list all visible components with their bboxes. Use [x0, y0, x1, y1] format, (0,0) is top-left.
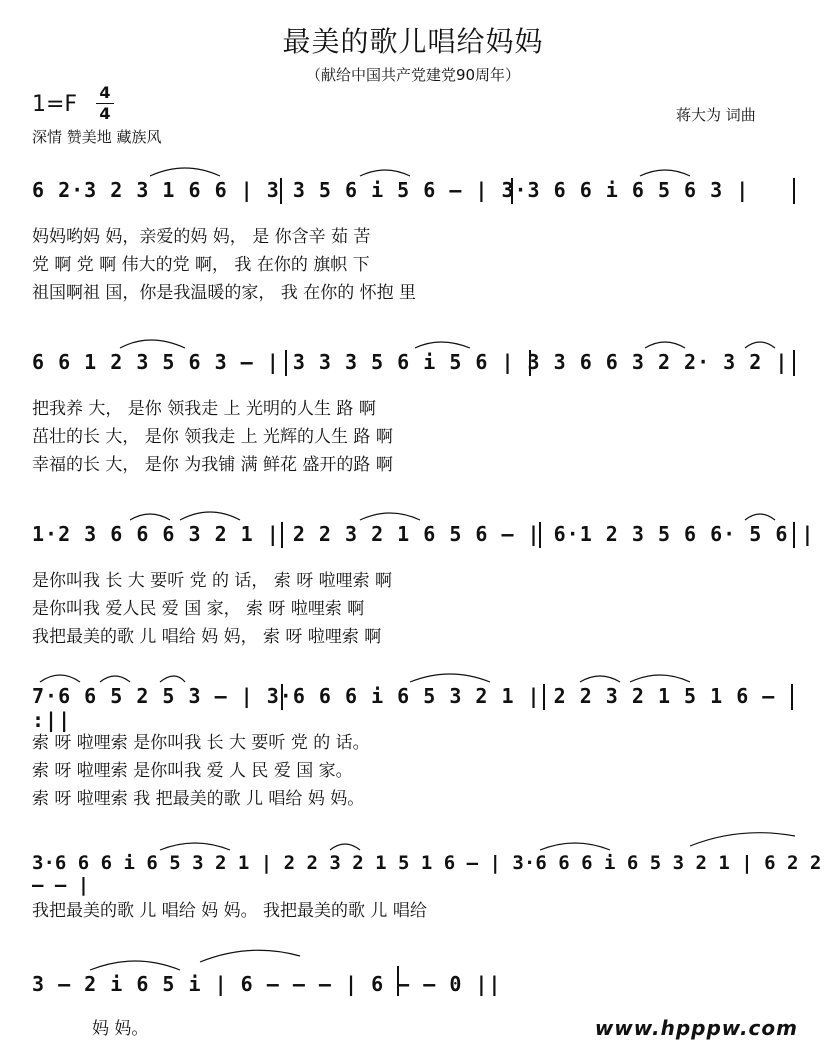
slur	[630, 675, 690, 682]
expression-marking: 深情 赞美地 藏族风	[32, 128, 162, 146]
slur	[40, 675, 80, 682]
notation-line-4: 7·6 6 5 2 5 3 – | 3·6 6 6 i 6 5 3 2 1 | 2 2 3 2 1 5 1 6 – :||	[32, 684, 776, 732]
slur	[180, 512, 240, 520]
lyric-line-6-1: 妈 妈。	[92, 1019, 149, 1039]
lyric-line-1-2: 党 啊 党 啊 伟大的党 啊， 我 在你的 旗帜 下	[32, 255, 370, 275]
key-signature: 1=F	[32, 92, 78, 117]
slur	[90, 961, 180, 970]
notation-line-5: 3·6 6 6 i 6 5 3 2 1 | 2 2 3 2 1 5 1 6 – | 3·6 6 6 i 6 5 3 2 1 | 6 2 2 – – |	[32, 852, 822, 896]
notation-line-2: 6 6 1 2 3 5 6 3 – | 3 3 3 5 6 i 5 6 | 3 3 6 6 3 2 2· 3 2 |	[32, 350, 789, 374]
lyric-line-5-1: 我把最美的歌 儿 唱给 妈 妈。 我把最美的歌 儿 唱给	[32, 901, 427, 921]
lyric-line-1-3: 祖国啊祖 国，你是我温暖的家， 我 在你的 怀抱 里	[32, 283, 417, 303]
slur	[200, 950, 300, 962]
slur	[130, 514, 170, 520]
slur	[150, 168, 220, 176]
time-signature-top: 4	[99, 83, 111, 102]
slur	[690, 833, 795, 846]
slur	[580, 676, 620, 682]
site-watermark: www.hpppw.com	[594, 1016, 798, 1040]
lyric-line-4-1: 索 呀 啦哩索 是你叫我 长 大 要听 党 的 话。	[32, 733, 370, 753]
lyric-line-2-2: 茁壮的长 大， 是你 领我走 上 光辉的人生 路 啊	[32, 427, 393, 447]
slur	[120, 340, 185, 348]
lyric-line-3-3: 我把最美的歌 儿 唱给 妈 妈， 索 呀 啦哩索 啊	[32, 627, 382, 647]
slur	[745, 342, 775, 348]
slur	[645, 342, 685, 348]
lyric-line-4-3: 索 呀 啦哩索 我 把最美的歌 儿 唱给 妈 妈。	[32, 789, 365, 809]
slur	[415, 342, 470, 348]
lyric-line-4-2: 索 呀 啦哩索 是你叫我 爱 人 民 爱 国 家。	[32, 761, 353, 781]
slur	[410, 674, 490, 682]
slur	[640, 170, 690, 176]
composer-credit: 蒋大为 词曲	[676, 106, 756, 124]
slur	[745, 514, 775, 520]
slur	[360, 513, 420, 520]
lyric-line-2-1: 把我养 大， 是你 领我走 上 光明的人生 路 啊	[32, 399, 376, 419]
song-title: 最美的歌儿唱给妈妈	[282, 25, 544, 58]
slur	[360, 170, 410, 176]
notation-line-1: 6 2·3 2 3 1 6 6 | 3 3 5 6 i 5 6 – | 3·3 6 6 i 6 5 6 3 |	[32, 178, 750, 202]
slur	[330, 844, 360, 850]
notation-line-6: 3 – 2 i 6 5 i | 6 – – – | 6 – – 0 ||	[32, 972, 502, 996]
lyric-line-2-3: 幸福的长 大， 是你 为我铺 满 鲜花 盛开的路 啊	[32, 455, 393, 475]
time-signature-bottom: 4	[99, 104, 111, 123]
slur	[160, 676, 185, 682]
song-subtitle: （献给中国共产党建党90周年）	[305, 66, 521, 84]
notation-line-3: 1·2 3 6 6 6 3 2 1 | 2 2 3 2 1 6 5 6 – | 6·1 2 3 5 6 6· 5 6 |	[32, 522, 815, 546]
slur	[160, 843, 230, 850]
slur	[540, 843, 610, 850]
slur	[100, 676, 130, 682]
lyric-line-1-1: 妈妈哟妈 妈，亲爱的妈 妈， 是 你含辛 茹 苦	[32, 227, 371, 247]
lyric-line-3-2: 是你叫我 爱人民 爱 国 家， 索 呀 啦哩索 啊	[32, 599, 365, 619]
lyric-line-3-1: 是你叫我 长 大 要听 党 的 话， 索 呀 啦哩索 啊	[32, 571, 393, 591]
